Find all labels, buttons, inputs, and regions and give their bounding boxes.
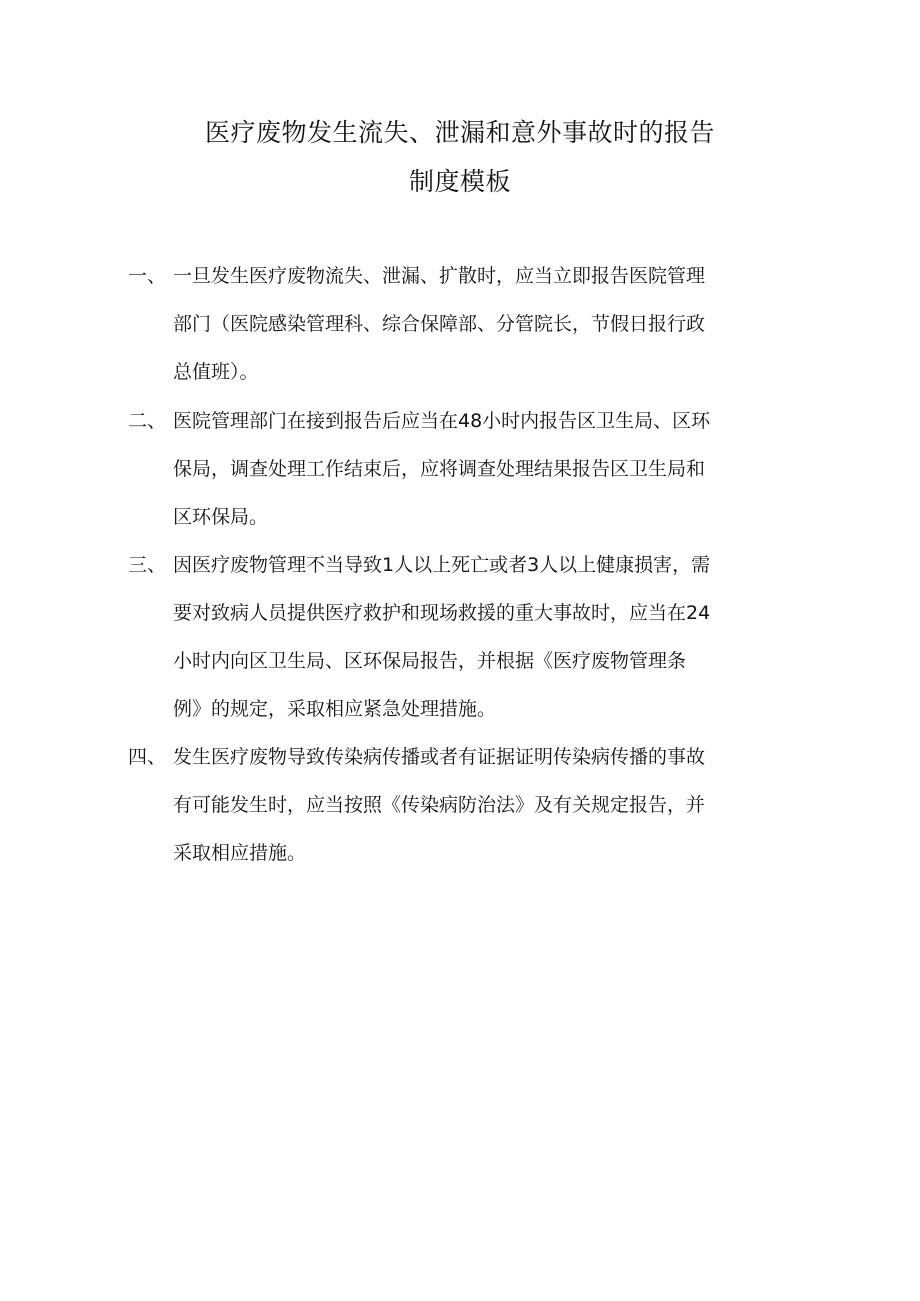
clause-1-line-2: 部门（医院感染管理科、综合保障部、分管院长，节假日报行政 xyxy=(173,313,706,335)
clause-3-number: 三、 xyxy=(128,554,167,576)
clause-2-number: 二、 xyxy=(128,410,167,432)
clause-3-line-3: 小时内向区卫生局、区环保局报告，并根据《医疗废物管理条 xyxy=(173,650,687,672)
clause-4-number: 四、 xyxy=(128,746,167,768)
clause-4-text xyxy=(173,733,705,877)
clause-3-text xyxy=(173,541,710,733)
clause-2-line-3: 区环保局。 xyxy=(173,506,269,528)
clause-2-text xyxy=(173,397,710,541)
clause-1-line-3: 总值班）。 xyxy=(173,361,259,383)
document-title-line-2: 制度模板 xyxy=(408,167,511,196)
clause-4-line-1: 发生医疗废物导致传染病传播或者有证据证明传染病传播的事故 xyxy=(173,746,706,768)
clause-1-text xyxy=(173,252,705,396)
clause-2-line-2: 保局，调查处理工作结束后，应将调查处理结果报告区卫生局和 xyxy=(173,458,706,480)
clause-1-number: 一、 xyxy=(128,265,167,287)
clause-4-line-3: 采取相应措施。 xyxy=(173,842,307,864)
clause-4-line-2: 有可能发生时，应当按照《传染病防治法》及有关规定报告，并 xyxy=(173,794,706,816)
clause-1-line-1: 一旦发生医疗废物流失、泄漏、扩散时，应当立即报告医院管理 xyxy=(173,265,706,287)
clause-3-line-1: 因医疗废物管理不当导致1人以上死亡或者3人以上健康损害，需 xyxy=(173,554,711,576)
clause-3-line-4: 例》的规定，采取相应紧急处理措施。 xyxy=(173,698,497,720)
document-title-line-1: 医疗废物发生流失、泄漏和意外事故时的报告 xyxy=(204,118,715,147)
clause-2-line-1: 医院管理部门在接到报告后应当在48小时内报告区卫生局、区环 xyxy=(173,410,711,432)
clause-3-line-2: 要对致病人员提供医疗救护和现场救援的重大事故时，应当在24 xyxy=(173,602,711,624)
